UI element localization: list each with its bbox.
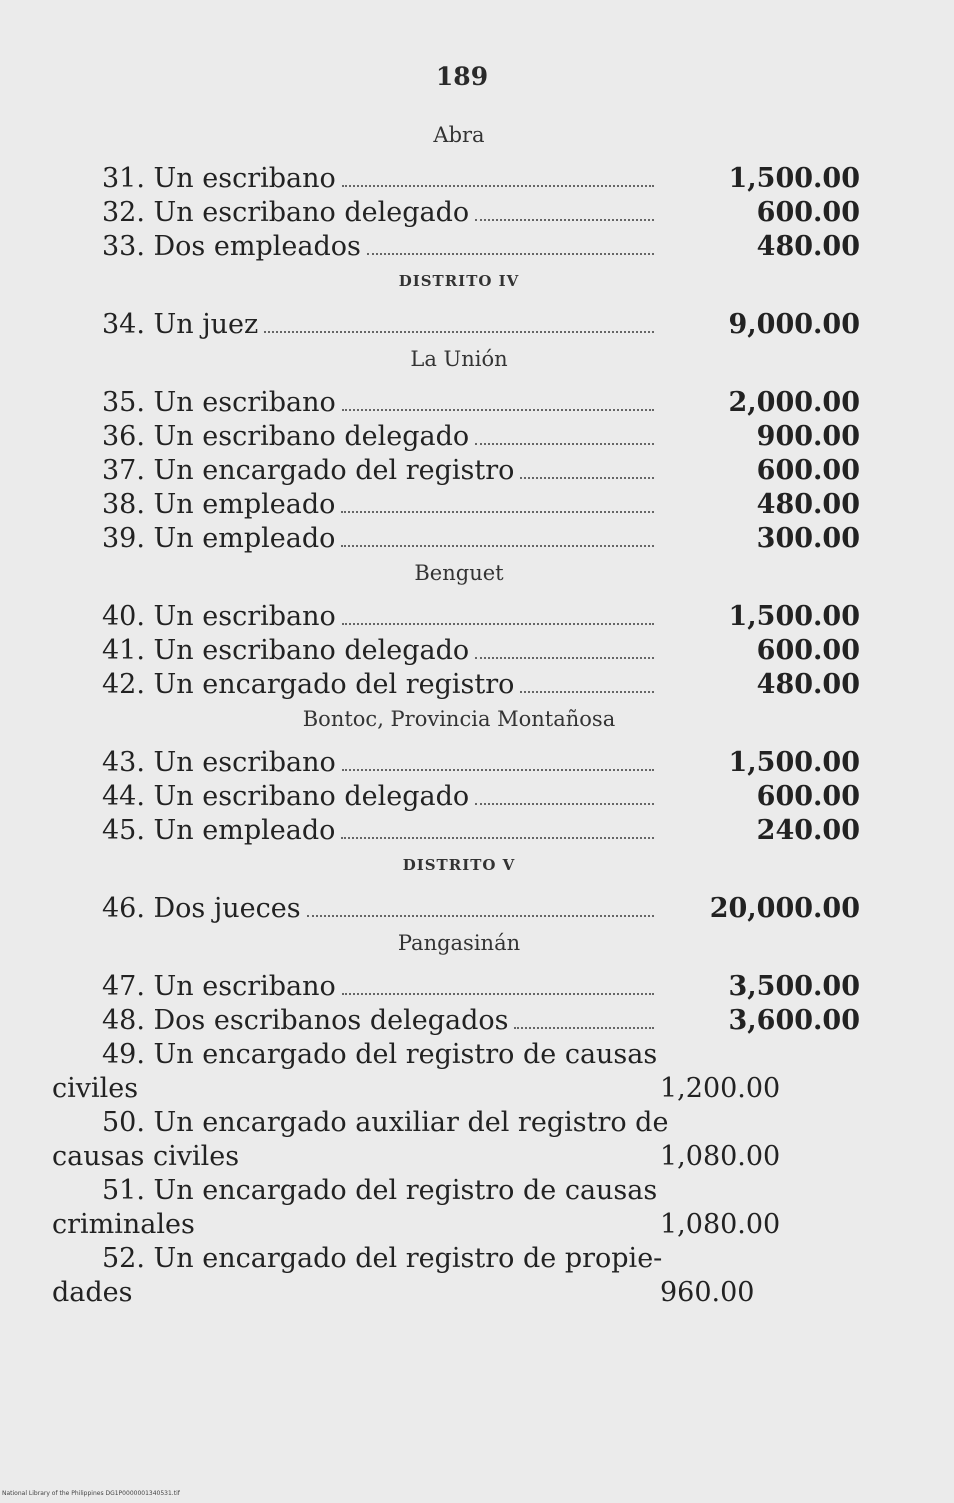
list-item: [52, 454, 866, 488]
page-number: 189: [435, 62, 489, 91]
list-item: [52, 780, 866, 814]
list-item: [52, 1174, 866, 1242]
item-amount: 480.00: [756, 489, 860, 520]
item-text: 40. Un escribano: [102, 601, 336, 632]
item-amount: 1,500.00: [728, 601, 860, 632]
item-text: 46. Dos jueces: [102, 893, 301, 924]
section-heading: Benguet: [414, 561, 504, 585]
item-amount: 480.00: [756, 231, 860, 262]
list-item: [52, 668, 866, 702]
section-heading: La Unión: [410, 347, 508, 371]
list-item: [52, 162, 866, 196]
list-item: [52, 230, 866, 264]
leader-dots: [475, 219, 654, 221]
leader-dots: [367, 253, 654, 255]
leader-dots: [342, 409, 654, 411]
item-amount: 600.00: [756, 197, 860, 228]
list-item: [52, 488, 866, 522]
list-item: [52, 1106, 866, 1174]
list-item: [52, 1038, 866, 1106]
item-text: 48. Dos escribanos delegados: [102, 1005, 509, 1036]
section-heading: Abra: [433, 123, 485, 147]
item-amount: 20,000.00: [709, 893, 860, 924]
item-text: 37. Un encargado del registro: [102, 455, 515, 486]
leader-dots: [342, 993, 654, 995]
leader-dots: [342, 623, 654, 625]
item-text-line2: criminales: [52, 1209, 195, 1240]
leader-dots: [341, 837, 654, 839]
item-text-line1: 50. Un encargado auxiliar del registro de: [102, 1107, 669, 1138]
item-text: 45. Un empleado: [102, 815, 336, 846]
item-amount: 3,500.00: [728, 971, 860, 1002]
item-text: 36. Un escribano delegado: [102, 421, 470, 452]
item-amount: 480.00: [756, 669, 860, 700]
leader-dots: [475, 657, 654, 659]
item-text-line1: 52. Un encargado del registro de propie-: [102, 1243, 663, 1274]
item-text: 31. Un escribano: [102, 163, 336, 194]
item-text: 39. Un empleado: [102, 523, 336, 554]
item-text: 33. Dos empleados: [102, 231, 361, 262]
item-amount: 960.00: [660, 1277, 755, 1308]
list-item: [52, 1004, 866, 1038]
item-text-line1: 51. Un encargado del registro de causas: [102, 1175, 658, 1206]
item-text: 43. Un escribano: [102, 747, 336, 778]
item-amount: 240.00: [756, 815, 860, 846]
section-heading: Pangasinán: [397, 931, 521, 955]
leader-dots: [475, 443, 654, 445]
item-amount: 1,500.00: [728, 163, 860, 194]
section-heading: DISTRITO IV: [398, 272, 520, 290]
section-heading: DISTRITO V: [402, 856, 516, 874]
item-text-line1: 49. Un encargado del registro de causas: [102, 1039, 658, 1070]
section-heading: Bontoc, Provincia Montañosa: [302, 707, 616, 731]
item-text-line2: causas civiles: [52, 1141, 240, 1172]
item-text-line2: civiles: [52, 1073, 139, 1104]
item-text: 38. Un empleado: [102, 489, 336, 520]
item-text-line2: dades: [52, 1277, 133, 1308]
leader-dots: [520, 477, 654, 479]
list-item: [52, 522, 866, 556]
list-item: [52, 892, 866, 926]
item-amount: 600.00: [756, 455, 860, 486]
item-amount: 900.00: [756, 421, 860, 452]
item-text: 34. Un juez: [102, 309, 259, 340]
list-item: [52, 1242, 866, 1310]
list-item: [52, 600, 866, 634]
item-text: 35. Un escribano: [102, 387, 336, 418]
leader-dots: [341, 545, 654, 547]
item-amount: 2,000.00: [728, 387, 860, 418]
item-amount: 3,600.00: [728, 1005, 860, 1036]
leader-dots: [514, 1027, 654, 1029]
item-text: 41. Un escribano delegado: [102, 635, 470, 666]
item-text: 42. Un encargado del registro: [102, 669, 515, 700]
item-text: 32. Un escribano delegado: [102, 197, 470, 228]
item-amount: 600.00: [756, 781, 860, 812]
list-item: [52, 386, 866, 420]
leader-dots: [475, 803, 654, 805]
list-item: [52, 970, 866, 1004]
item-amount: 1,080.00: [660, 1141, 781, 1172]
leader-dots: [307, 915, 654, 917]
list-item: [52, 814, 866, 848]
item-amount: 1,200.00: [660, 1073, 781, 1104]
scan-footer: National Library of the Philippines DG1P0000001340531.tif: [2, 1490, 180, 1497]
leader-dots: [264, 331, 654, 333]
item-amount: 300.00: [756, 523, 860, 554]
list-item: [52, 746, 866, 780]
item-amount: 1,500.00: [728, 747, 860, 778]
list-item: [52, 308, 866, 342]
item-text: 47. Un escribano: [102, 971, 336, 1002]
list-item: [52, 634, 866, 668]
leader-dots: [520, 691, 654, 693]
list-item: [52, 196, 866, 230]
leader-dots: [342, 769, 654, 771]
item-amount: 9,000.00: [728, 309, 860, 340]
leader-dots: [342, 185, 654, 187]
item-text: 44. Un escribano delegado: [102, 781, 470, 812]
salary-list: [52, 118, 866, 1310]
item-amount: 600.00: [756, 635, 860, 666]
list-item: [52, 420, 866, 454]
leader-dots: [341, 511, 654, 513]
item-amount: 1,080.00: [660, 1209, 781, 1240]
